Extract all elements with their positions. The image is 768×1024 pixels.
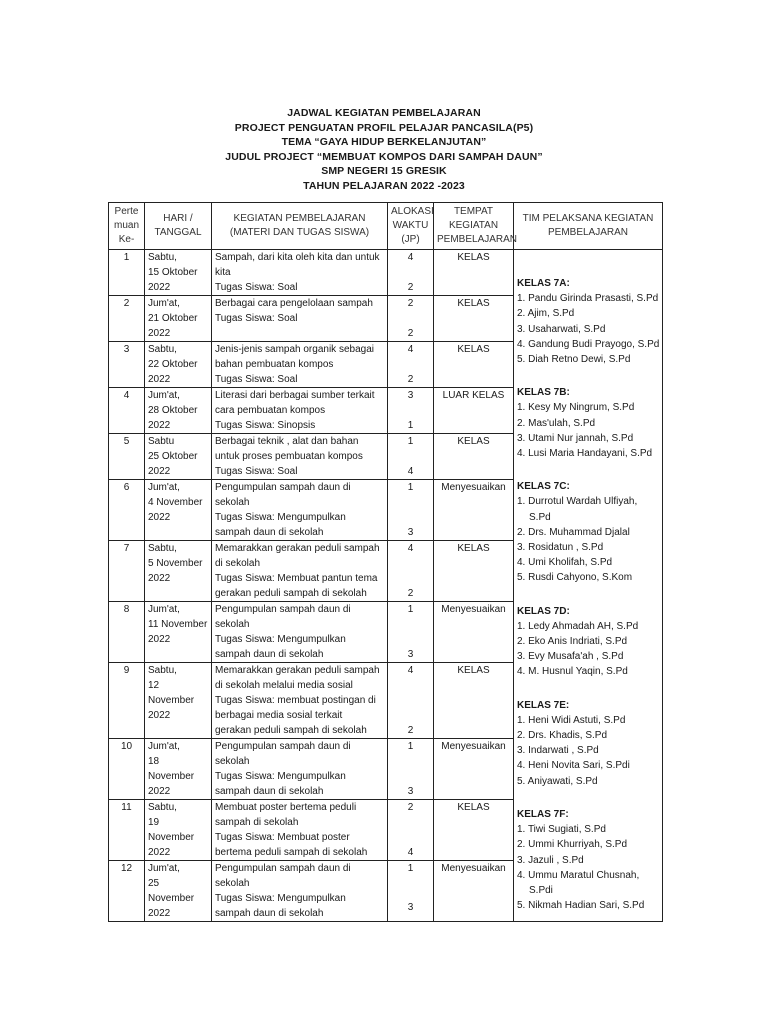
jp-material: 4 <box>407 543 414 554</box>
activity-description: Pengumpulan sampah daun di sekolah Tugas Siswa: Mengumpulkan sampah daun di sekolah <box>212 861 388 922</box>
time-allocation <box>388 739 434 800</box>
time-allocation <box>388 602 434 663</box>
jp-material: 3 <box>407 390 414 401</box>
time-allocation <box>388 800 434 861</box>
meeting-number: 12 <box>109 861 145 922</box>
activity-place: Menyesuaikan <box>434 480 514 541</box>
team-member: 5. Rusdi Cahyono, S.Kom <box>517 572 633 584</box>
meeting-number: 10 <box>109 739 145 800</box>
team-member: 1. Durrotul Wardah Ulfiyah, <box>517 496 638 508</box>
jp-task: 2 <box>407 725 414 736</box>
activity-place: LUAR KELAS <box>434 388 514 434</box>
jp-task: 3 <box>407 649 414 660</box>
col-activity-header: KEGIATAN PEMBELAJARAN (MATERI DAN TUGAS SISWA) <box>212 203 388 250</box>
jp-material: 4 <box>407 665 414 676</box>
team-member: 2. Ummi Khurriyah, S.Pd <box>517 839 628 851</box>
time-allocation <box>388 480 434 541</box>
team-member: 4. Ummu Maratul Chusnah, <box>517 869 640 881</box>
meeting-date: Jum'at, 28 Oktober 2022 <box>145 388 212 434</box>
team-member: 1. Ledy Ahmadah AH, S.Pd <box>517 620 639 632</box>
meeting-number: 5 <box>109 434 145 480</box>
time-allocation <box>388 541 434 602</box>
jp-material: 2 <box>407 298 414 309</box>
meeting-number: 8 <box>109 602 145 663</box>
team-cell <box>514 250 663 922</box>
class-heading: KELAS 7A: <box>517 278 570 289</box>
jp-task: 2 <box>407 588 414 599</box>
meeting-number: 6 <box>109 480 145 541</box>
team-member: 3. Usaharwati, S.Pd <box>517 323 606 335</box>
activity-description: Berbagai cara pengelolaan sampah Tugas Siswa: Soal <box>212 296 388 342</box>
jp-task: 3 <box>407 902 414 913</box>
meeting-date: Jum'at, 18 November 2022 <box>145 739 212 800</box>
meeting-date: Sabtu 25 Oktober 2022 <box>145 434 212 480</box>
meeting-date: Jum'at, 21 Oktober 2022 <box>145 296 212 342</box>
meeting-number: 3 <box>109 342 145 388</box>
header-theme: TEMA “GAYA HIDUP BERKELANJUTAN” <box>281 136 487 148</box>
team-member: 1. Tiwi Sugiati, S.Pd <box>517 824 606 836</box>
jp-material: 1 <box>407 741 414 752</box>
jp-material: 1 <box>407 482 414 493</box>
class-heading: KELAS 7F: <box>517 808 569 820</box>
table-header-row <box>109 203 663 250</box>
header-project: PROJECT PENGUATAN PROFIL PELAJAR PANCASILA(P5) <box>234 121 534 134</box>
class-heading: KELAS 7D: <box>517 605 570 617</box>
meeting-date: Sabtu, 15 Oktober 2022 <box>145 250 212 296</box>
team-member: 3. Indarwati , S.Pd <box>517 745 599 757</box>
col-place-header: TEMPAT KEGIATAN PEMBELAJARAN <box>434 203 514 250</box>
activity-description: Berbagai teknik , alat dan bahan untuk proses pembuatan kompos Tugas Siswa: Soal <box>212 434 388 480</box>
meeting-date: Jum'at, 25 November 2022 <box>145 861 212 922</box>
team-member: 2. Mas'ulah, S.Pd <box>517 417 596 429</box>
activity-place: Menyesuaikan <box>434 739 514 800</box>
class-heading: KELAS 7E: <box>517 699 570 711</box>
time-allocation <box>388 296 434 342</box>
meeting-number: 2 <box>109 296 145 342</box>
team-member: 5. Diah Retno Dewi, S.Pd <box>517 354 631 366</box>
time-allocation <box>388 342 434 388</box>
jp-material: 1 <box>407 863 414 874</box>
team-member: 4. Gandung Budi Prayogo, S.Pd <box>517 338 660 350</box>
team-member: 1. Pandu Girinda Prasasti, S.Pd <box>517 293 659 305</box>
team-member: 3. Utami Nur jannah, S.Pd <box>517 432 634 444</box>
header-school: SMP NEGERI 15 GRESIK <box>321 165 447 177</box>
team-member: 2. Drs. Muhammad Djalal <box>517 526 630 538</box>
time-allocation <box>388 388 434 434</box>
col-meeting-header: Perte muan Ke- <box>109 203 145 250</box>
activity-place: Menyesuaikan <box>434 861 514 922</box>
team-member: 3. Rosidatun , S.Pd <box>517 542 604 554</box>
time-allocation <box>388 663 434 739</box>
jp-task: 2 <box>407 328 414 339</box>
header-project-title: JUDUL PROJECT “MEMBUAT KOMPOS DARI SAMPAH DAUN” <box>225 150 543 163</box>
team-member: 5. Aniyawati, S.Pd <box>517 775 598 787</box>
activity-description: Sampah, dari kita oleh kita dan untuk kita Tugas Siswa: Soal <box>212 250 388 296</box>
activity-place: Menyesuaikan <box>434 602 514 663</box>
team-member: 1. Heni Widi Astuti, S.Pd <box>517 714 626 726</box>
col-team-header: TIM PELAKSANA KEGIATAN PEMBELAJARAN <box>514 203 663 250</box>
team-member: 3. Jazuli , S.Pd <box>517 854 584 866</box>
jp-material: 2 <box>407 802 414 813</box>
header-year: TAHUN PELAJARAN 2022 -2023 <box>303 179 465 192</box>
team-member: 4. M. Husnul Yaqin, S.Pd <box>517 666 628 678</box>
time-allocation <box>388 861 434 922</box>
activity-description: Membuat poster bertema peduli sampah di sekolah Tugas Siswa: Membuat poster bertema peduli sampah di sekolah <box>212 800 388 861</box>
activity-description: Literasi dari berbagai sumber terkait cara pembuatan kompos Tugas Siswa: Sinopsis <box>212 388 388 434</box>
activity-place: KELAS <box>434 434 514 480</box>
team-member: S.Pdi <box>529 884 553 896</box>
team-member: 2. Ajim, S.Pd <box>517 308 575 320</box>
activity-description: Memarakkan gerakan peduli sampah di sekolah melalui media sosial Tugas Siswa: membuat postingan di berbagai media sosial terkait gerakan peduli sampah di sekolah <box>212 663 388 739</box>
time-allocation <box>388 250 434 296</box>
class-heading: KELAS 7B: <box>517 387 570 399</box>
jp-task: 4 <box>407 847 414 858</box>
activity-description: Pengumpulan sampah daun di sekolah Tugas Siswa: Mengumpulkan sampah daun di sekolah <box>212 602 388 663</box>
jp-task: 2 <box>407 374 414 385</box>
meeting-date: Sabtu, 19 November 2022 <box>145 800 212 861</box>
meeting-number: 9 <box>109 663 145 739</box>
activity-description: Pengumpulan sampah daun di sekolah Tugas Siswa: Mengumpulkan sampah daun di sekolah <box>212 480 388 541</box>
jp-task: 4 <box>407 466 414 477</box>
table-row <box>109 250 663 296</box>
activity-description: Pengumpulan sampah daun di sekolah Tugas Siswa: Mengumpulkan sampah daun di sekolah <box>212 739 388 800</box>
jp-material: 1 <box>407 604 414 615</box>
jp-task: 2 <box>407 282 414 293</box>
team-member: 4. Umi Kholifah, S.Pd <box>517 557 613 569</box>
jp-task: 3 <box>407 527 414 538</box>
schedule-table <box>108 202 663 922</box>
team-member: 5. Nikmah Hadian Sari, S.Pd <box>517 900 645 912</box>
team-member: 2. Drs. Khadis, S.Pd <box>517 730 608 742</box>
team-member: 4. Heni Novita Sari, S.Pdi <box>517 760 630 772</box>
meeting-number: 1 <box>109 250 145 296</box>
jp-material: 4 <box>407 344 414 355</box>
meeting-date: Jum'at, 4 November 2022 <box>145 480 212 541</box>
activity-place: KELAS <box>434 663 514 739</box>
jp-task: 3 <box>407 786 414 797</box>
team-member: S.Pd <box>529 511 551 523</box>
activity-description: Memarakkan gerakan peduli sampah di sekolah Tugas Siswa: Membuat pantun tema gerakan peduli sampah di sekolah <box>212 541 388 602</box>
team-member: 3. Evy Musafa'ah , S.Pd <box>517 651 624 663</box>
jp-material: 1 <box>407 436 414 447</box>
activity-place: KELAS <box>434 250 514 296</box>
team-member: 1. Kesy My Ningrum, S.Pd <box>517 402 635 414</box>
jp-material: 4 <box>407 252 414 263</box>
meeting-number: 4 <box>109 388 145 434</box>
jp-task: 1 <box>407 420 414 431</box>
meeting-number: 7 <box>109 541 145 602</box>
meeting-number: 11 <box>109 800 145 861</box>
header-title: JADWAL KEGIATAN PEMBELAJARAN <box>287 107 481 119</box>
col-date-header: HARI / TANGGAL <box>145 203 212 250</box>
time-allocation <box>388 434 434 480</box>
document-header <box>0 106 768 193</box>
team-member: 2. Eko Anis Indriati, S.Pd <box>517 636 628 648</box>
meeting-date: Jum'at, 11 November 2022 <box>145 602 212 663</box>
activity-place: KELAS <box>434 342 514 388</box>
meeting-date: Sabtu, 5 November 2022 <box>145 541 212 602</box>
meeting-date: Sabtu, 22 Oktober 2022 <box>145 342 212 388</box>
activity-place: KELAS <box>434 296 514 342</box>
activity-description: Jenis-jenis sampah organik sebagai bahan pembuatan kompos Tugas Siswa: Soal <box>212 342 388 388</box>
activity-place: KELAS <box>434 800 514 861</box>
team-member: 4. Lusi Maria Handayani, S.Pd <box>517 448 653 460</box>
col-time-header: ALOKASI WAKTU (JP) <box>388 203 434 250</box>
class-heading: KELAS 7C: <box>517 481 570 493</box>
activity-place: KELAS <box>434 541 514 602</box>
meeting-date: Sabtu, 12 November 2022 <box>145 663 212 739</box>
